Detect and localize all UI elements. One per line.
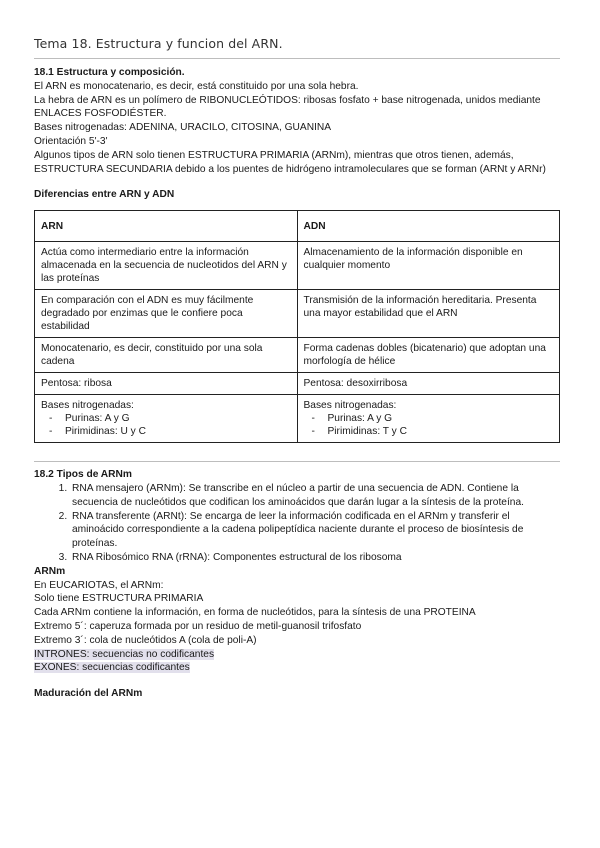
table-cell-adn: Forma cadenas dobles (bicatenario) que adoptan una morfología de hélice [297, 338, 560, 373]
section1-line: Bases nitrogenadas: ADENINA, URACILO, CITOSINA, GUANINA [34, 122, 332, 134]
document-body [34, 66, 560, 701]
table-cell-arn: Pentosa: ribosa [35, 373, 298, 395]
bases-purinas: - Purinas: A y G [304, 412, 555, 425]
bases-pirimidinas: - Pirimidinas: T y C [304, 425, 555, 438]
list-item: 3. RNA Ribosómico RNA (rRNA): Componentes estructural de los ribosoma [70, 551, 560, 565]
table-row [35, 242, 560, 290]
differences-table [34, 210, 560, 443]
list-item: 1. RNA mensajero (ARNm): Se transcribe en el núcleo a partir de una secuencia de ADN. Contiene la secuencia de nucleótidos que codifican los aminoácidos que darán lugar a la síntesis de la proteína. [70, 482, 560, 510]
bases-label: Bases nitrogenadas: [303, 400, 397, 412]
differences-heading: Diferencias entre ARN y ADN [34, 189, 175, 201]
page-header-title: Tema 18. Estructura y funcion del ARN. [34, 36, 283, 51]
table-cell-arn: Actúa como intermediario entre la información almacenada en la secuencia de nucleotidos del ARN y las proteínas [35, 242, 298, 290]
section-divider [34, 461, 560, 462]
table-row [35, 338, 560, 373]
highlight-introns: INTRONES: secuencias no codificantes [34, 648, 215, 660]
table-cell-adn: Transmisión de la información hereditaria. Presenta una mayor estabilidad que el ARN [297, 290, 560, 338]
highlight-exons: EXONES: secuencias codificantes [34, 662, 190, 674]
section1-line: La hebra de ARN es un polímero de RIBONUCLEÓTIDOS: ribosas fosfato + base nitrogenada, unidos mediante ENLACES FOSFODIÉSTER. [34, 94, 541, 120]
table-cell-arn: En comparación con el ADN es muy fácilmente degradado por enzimas que le confiere poca estabilidad [35, 290, 298, 338]
arnm-line: Solo tiene ESTRUCTURA PRIMARIA [34, 593, 204, 605]
column-header-arn: ARN [35, 211, 298, 242]
section1-line: El ARN es monocatenario, es decir, está constituido por una sola hebra. [34, 80, 359, 92]
arnm-line: Extremo 5´: caperuza formada por un residuo de metil-guanosil trifosfato [34, 620, 362, 632]
arnm-line: Extremo 3´: cola de nucleótidos A (cola de poli-A) [34, 634, 257, 646]
table-cell-adn: Almacenamiento de la información disponible en cualquier momento [297, 242, 560, 290]
arnm-line: En EUCARIOTAS, el ARNm: [34, 579, 164, 591]
table-header-row [35, 211, 560, 242]
arnm-heading: ARNm [34, 565, 66, 577]
maduracion-heading: Maduración del ARNm [34, 688, 143, 700]
rna-types-list [34, 482, 560, 565]
section1-line: Algunos tipos de ARN solo tienen ESTRUCTURA PRIMARIA (ARNm), mientras que otros tienen, además, ESTRUCTURA SECUNDARIA debido a los puentes de hidrógeno intramoleculares que se forman (ARNt y ARNr) [34, 149, 546, 175]
bases-pirimidinas: - Pirimidinas: U y C [41, 425, 292, 438]
table-row [35, 290, 560, 338]
table-row [35, 373, 560, 395]
section2-heading: 18.2 Tipos de ARNm [34, 469, 132, 481]
list-item: 2. RNA transferente (ARNt): Se encarga de leer la información codificada en el ARNm y transferir el aminoácido correspondiente a la cadena polipeptídica naciente durante el proceso de biosíntesis de proteínas. [70, 510, 560, 551]
section1-line: Orientación 5'-3' [34, 135, 108, 147]
header-divider [34, 58, 560, 59]
bases-purinas: - Purinas: A y G [41, 412, 292, 425]
column-header-adn: ADN [297, 211, 560, 242]
table-cell-arn: Monocatenario, es decir, constituido por una sola cadena [35, 338, 298, 373]
table-cell-adn: Pentosa: desoxirribosa [297, 373, 560, 395]
table-row-bases [35, 395, 560, 443]
arnm-line: Cada ARNm contiene la información, en forma de nucleótidos, para la síntesis de una PROTEINA [34, 607, 476, 619]
table-cell-adn [297, 395, 560, 443]
table-cell-arn [35, 395, 298, 443]
section1-heading: 18.1 Estructura y composición. [34, 67, 185, 78]
bases-label: Bases nitrogenadas: [41, 400, 134, 412]
